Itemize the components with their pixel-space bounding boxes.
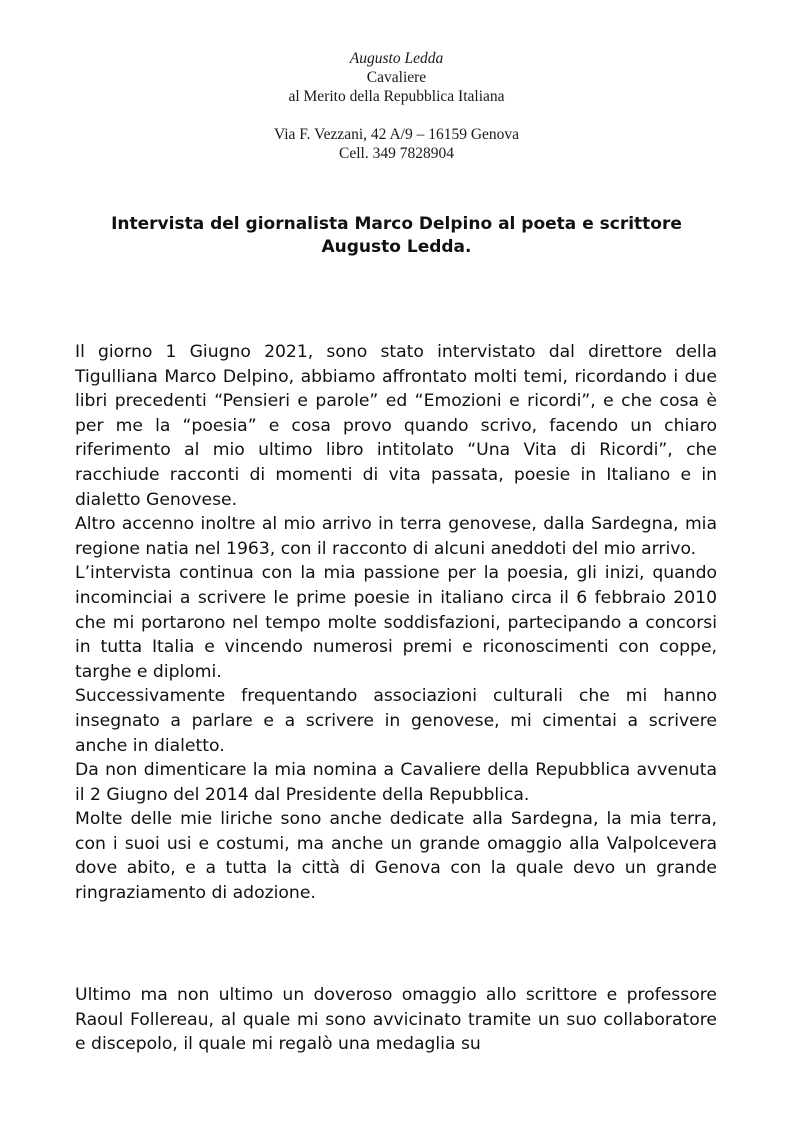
document-title xyxy=(60,213,733,259)
paragraph: Ultimo ma non ultimo un doveroso omaggio allo scrittore e professore Raoul Follereau, al quale mi sono avvicinato tramite un suo collaboratore e discepolo, il quale mi regalò una medaglia su xyxy=(75,985,717,1055)
address: Via F. Vezzani, 42 A/9 – 16159 Genova xyxy=(273,126,520,143)
letterhead xyxy=(0,49,793,163)
paragraph: Successivamente frequentando associazioni culturali che mi hanno insegnato a parlare e a scrivere in genovese, mi cimentai a scrivere anche in dialetto. xyxy=(75,686,717,756)
title-line-1: Intervista del giornalista Marco Delpino al poeta e scrittore xyxy=(111,214,682,234)
author-name: Augusto Ledda xyxy=(349,50,444,67)
closing-text xyxy=(75,983,717,1057)
honor-subtitle: al Merito della Repubblica Italiana xyxy=(288,88,505,105)
body-text xyxy=(75,340,717,906)
paragraph: Altro accenno inoltre al mio arrivo in terra genovese, dalla Sardegna, mia regione natia nel 1963, con il racconto di alcuni aneddoti del mio arrivo. xyxy=(75,514,717,559)
honor-title: Cavaliere xyxy=(366,69,427,86)
paragraph: Il giorno 1 Giugno 2021, sono stato intervistato dal direttore della Tigulliana Marco Delpino, abbiamo affrontato molti temi, ricordando i due libri precedenti “Pensieri e parole” ed “Emozioni e ricordi”, e che cosa è per me la “poesia” e cosa provo quando scrivo, facendo un chiaro riferimento al mio ultimo libro intitolato “Una Vita di Ricordi”, che racchiude racconti di momenti di vita passata, poesie in Italiano e in dialetto Genovese. xyxy=(75,342,717,510)
phone: Cell. 349 7828904 xyxy=(339,145,454,162)
paragraph: L’intervista continua con la mia passione per la poesia, gli inizi, quando incominciai a scrivere le prime poesie in italiano circa il 6 febbraio 2010 che mi portarono nel tempo molte soddisfazioni, partecipando a concorsi in tutta Italia e vincendo numerosi premi e riconoscimenti con coppe, targhe e diplomi. xyxy=(75,563,717,682)
letterhead-spacer xyxy=(0,106,793,125)
title-line-2: Augusto Ledda. xyxy=(321,237,472,257)
paragraph: Da non dimenticare la mia nomina a Cavaliere della Repubblica avvenuta il 2 Giugno del 2014 dal Presidente della Repubblica. xyxy=(75,760,717,805)
paragraph: Molte delle mie liriche sono anche dedicate alla Sardegna, la mia terra, con i suoi usi e costumi, ma anche un grande omaggio alla Valpolcevera dove abito, e a tutta la città di Genova con la quale devo un grande ringraziamento di adozione. xyxy=(75,809,717,904)
